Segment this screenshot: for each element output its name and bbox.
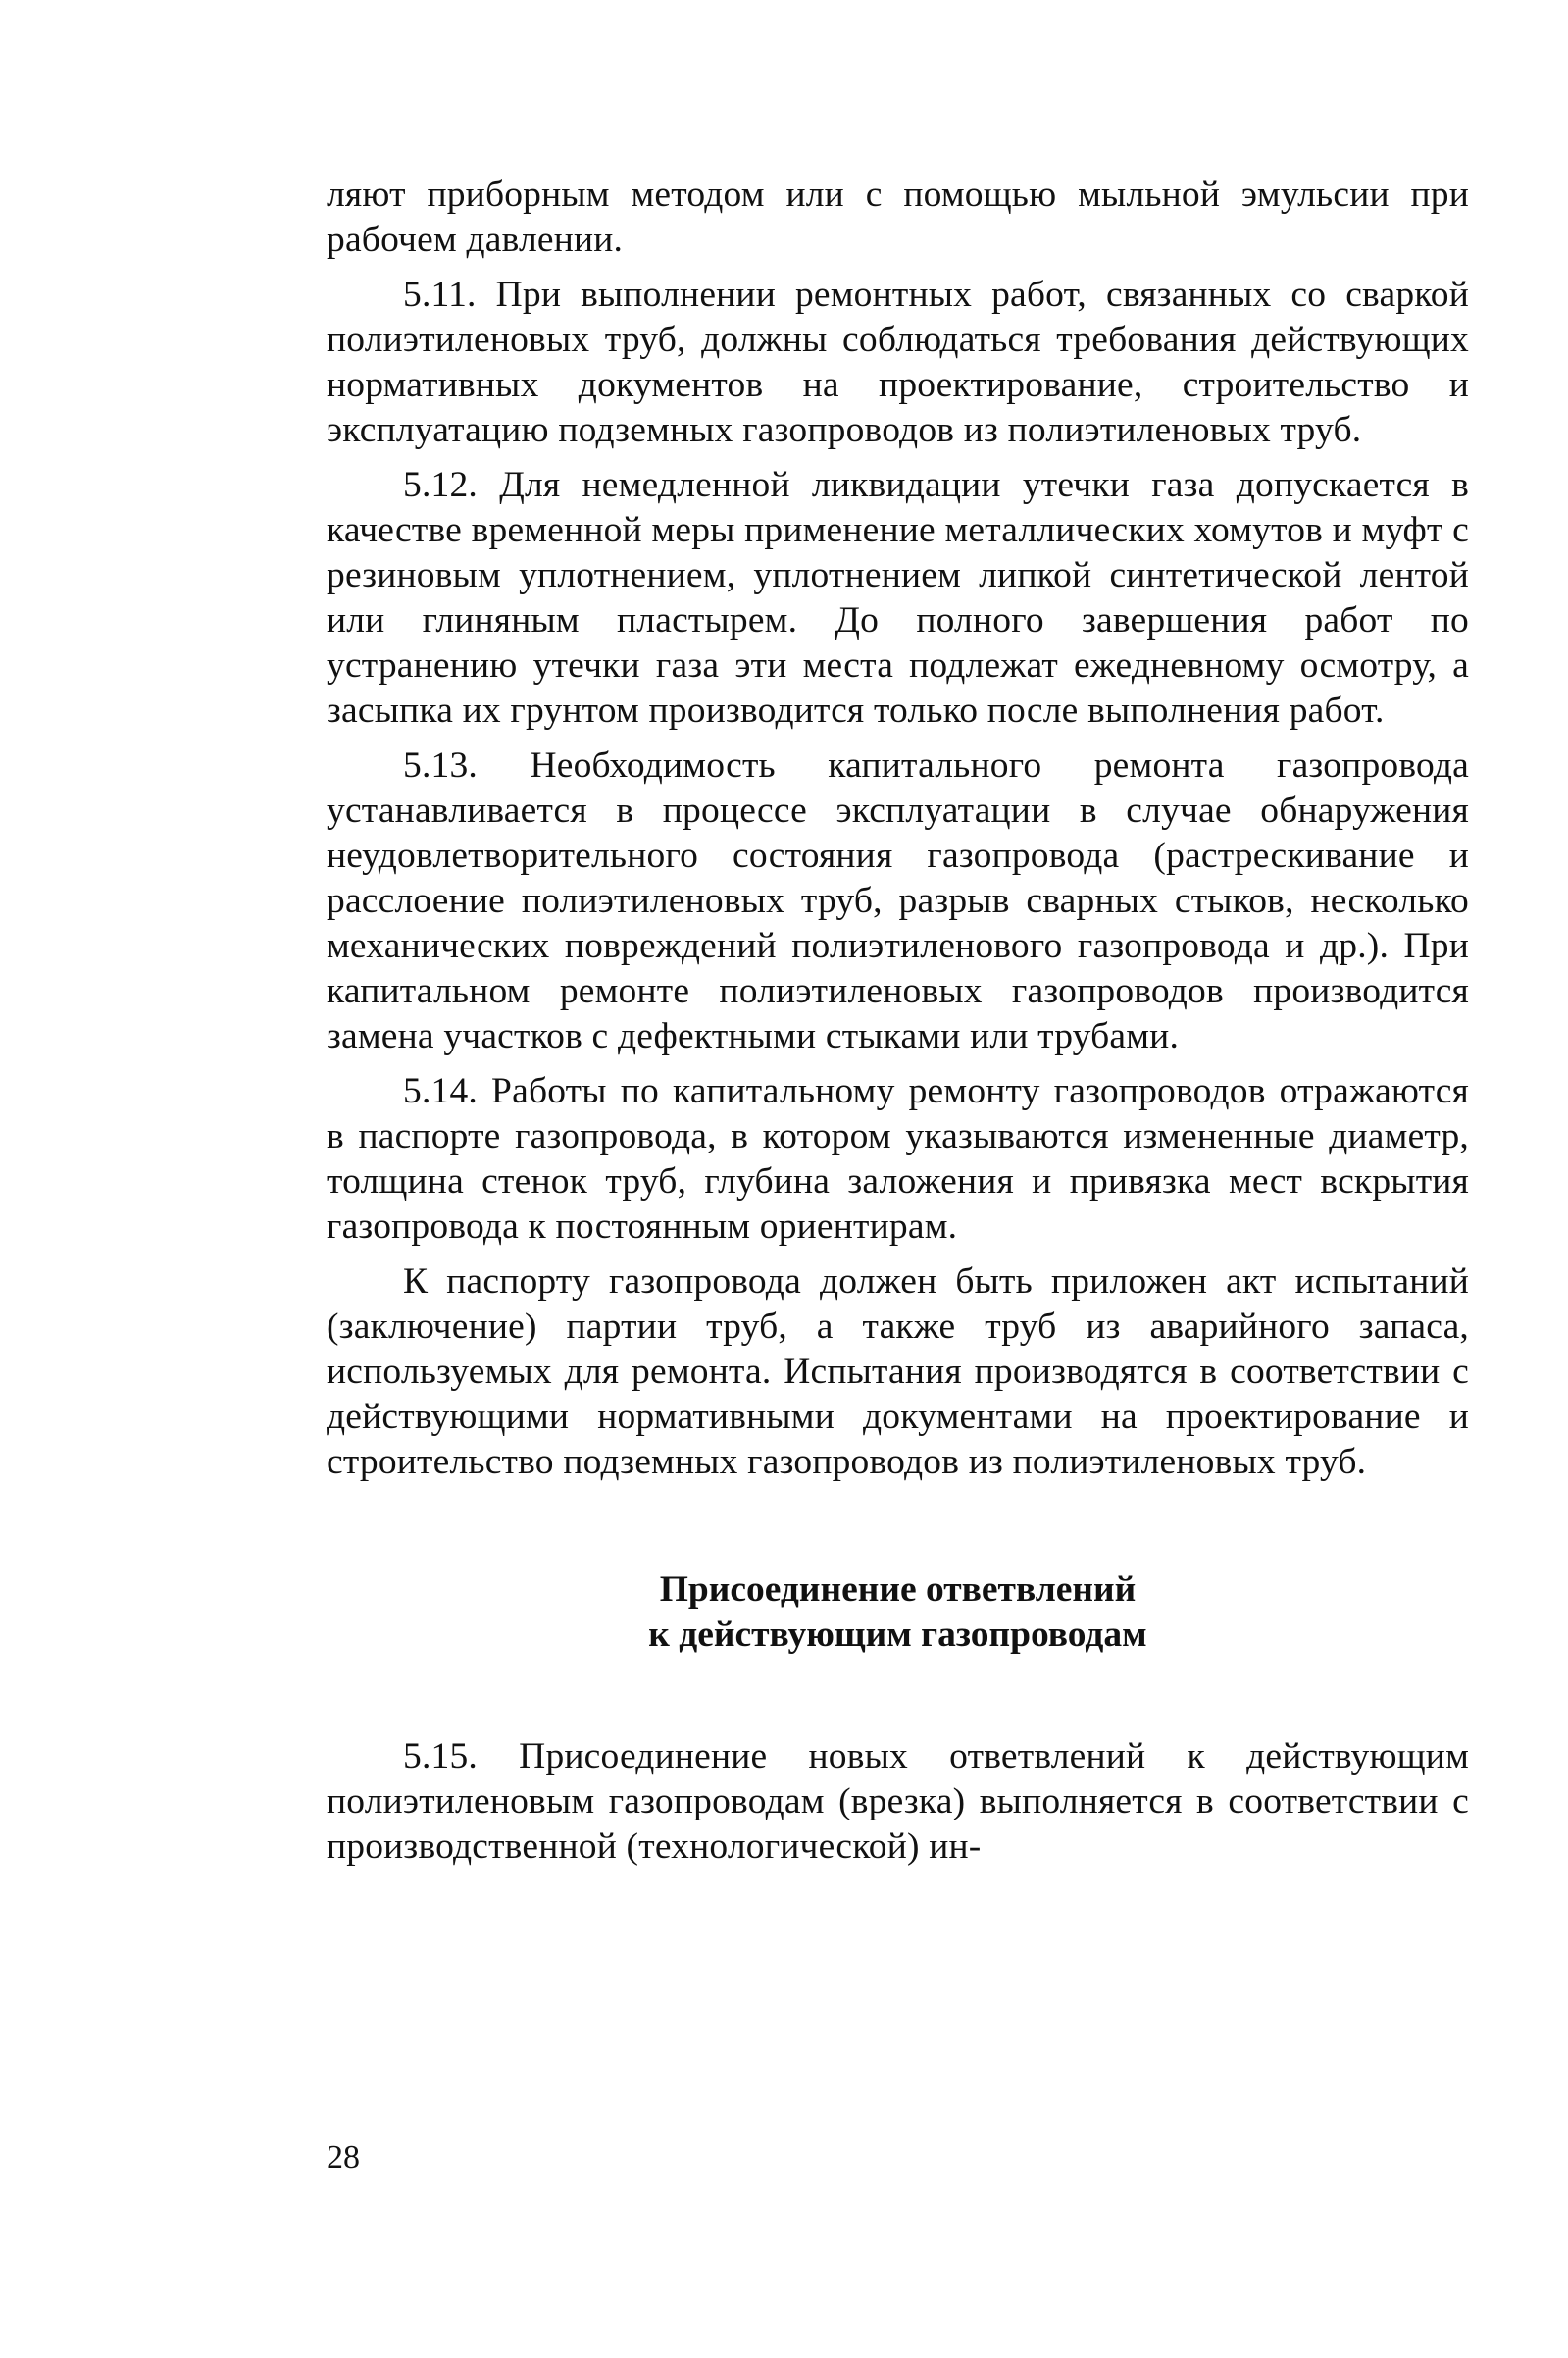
paragraph-5-15: 5.15. Присоединение новых ответвлений к действующим полиэтиленовым газопроводам (врезка) выполняется в соответствии с производственной (технологической) ин- <box>327 1736 1469 1867</box>
section-heading-line-2: к действующим газопроводам <box>648 1615 1147 1655</box>
paragraph-5-14: 5.14. Работы по капитальному ремонту газопроводов отражаются в паспорте газопровода, в котором указываются измененные диаметр, толщина стенок труб, глубина заложения и привязка мест вскрытия газопровода к постоянным ориентирам. <box>327 1071 1469 1247</box>
page-number: 28 <box>327 2139 360 2176</box>
paragraph-5-12: 5.12. Для немедленной ликвидации утечки газа допускается в качестве временной меры применение металлических хомутов и муфт с резиновым уплотнением, уплотнением липкой синтетической лентой или глиняным пластырем. До полного завершения работ по устранению утечки газа эти места подлежат ежедневному осмотру, а засыпка их грунтом производится только после выполнения работ. <box>327 465 1469 731</box>
paragraph-5-11: 5.11. При выполнении ремонтных работ, связанных со сваркой полиэтиленовых труб, должны соблюдаться требования действующих нормативных документов на проектирование, строительство и эксплуатацию подземных газопроводов из полиэтиленовых труб. <box>327 275 1469 450</box>
section-heading <box>327 1567 1469 1658</box>
text-column <box>327 173 1469 1870</box>
paragraph-passport-attachment: К паспорту газопровода должен быть приложен акт испытаний (заключение) партии труб, а также труб из аварийного запаса, используемых для ремонта. Испытания производятся в соответствии с действующими нормативными документами на проектирование и строительство подземных газопроводов из полиэтиленовых труб. <box>327 1261 1469 1482</box>
paragraph-intro-continuation: ляют приборным методом или с помощью мыльной эмульсии при рабочем давлении. <box>327 175 1469 260</box>
section-heading-line-1: Присоединение ответвлений <box>659 1569 1137 1610</box>
paragraph-5-13: 5.13. Необходимость капитального ремонта газопровода устанавливается в процессе эксплуатации в случае обнаружения неудовлетворительного состояния газопровода (растрескивание и расслоение полиэтиленовых труб, разрыв сварных стыков, несколько механических повреждений полиэтиленового газопровода и др.). При капитальном ремонте полиэтиленовых газопроводов производится замена участков с дефектными стыками или трубами. <box>327 745 1469 1056</box>
